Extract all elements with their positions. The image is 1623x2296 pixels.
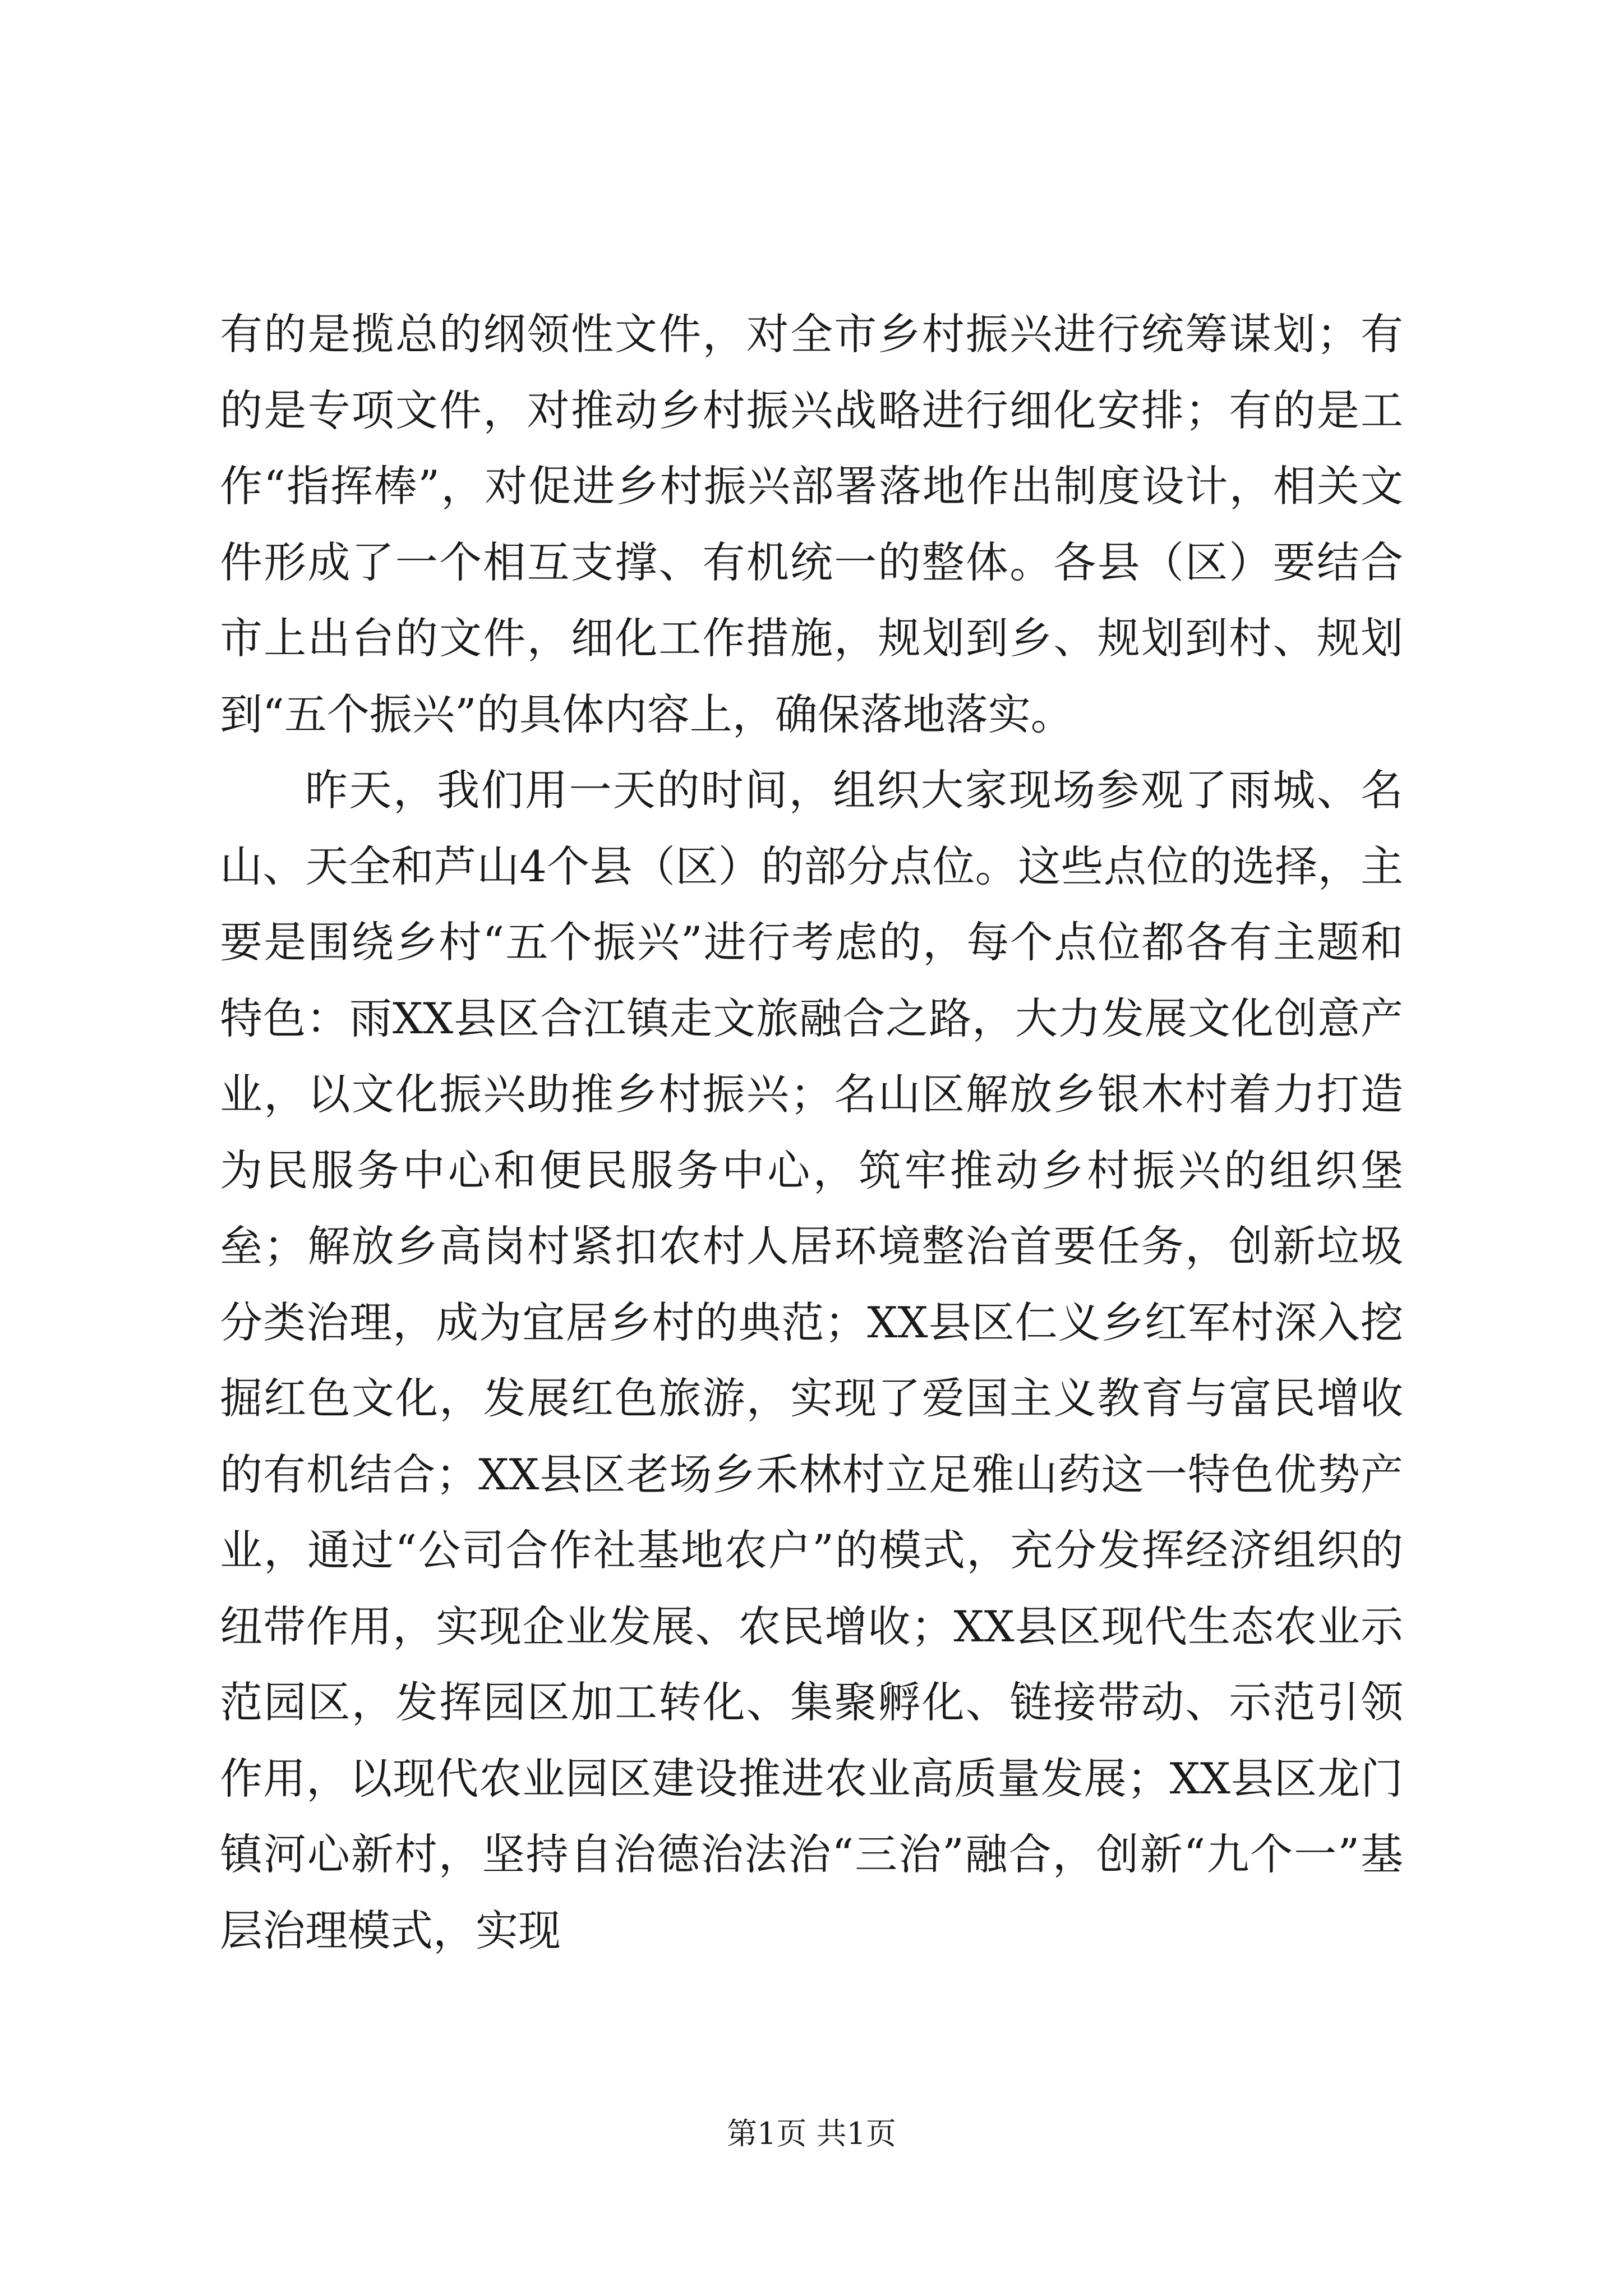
- paragraph-2: 昨天，我们用一天的时间，组织大家现场参观了雨城、名山、天全和芦山4个县（区）的部分点位。这些点位的选择，主要是围绕乡村“五个振兴”进行考虑的，每个点位都各有主题和特色：雨XX县区合江镇走文旅融合之路，大力发展文化创意产业，以文化振兴助推乡村振兴；名山区解放乡银木村着力打造为民服务中心和便民服务中心，筑牢推动乡村振兴的组织堡垒；解放乡高岗村紧扣农村人居环境整治首要任务，创新垃圾分类治理，成为宜居乡村的典范；XX县区仁义乡红军村深入挖掘红色文化，发展红色旅游，实现了爱国主义教育与富民增收的有机结合；XX县区老场乡禾林村立足雅山药这一特色优势产业，通过“公司合作社基地农户”的模式，充分发挥经济组织的纽带作用，实现企业发展、农民增收；XX县区现代生态农业示范园区，发挥园区加工转化、集聚孵化、链接带动、示范引领作用，以现代农业园区建设推进农业高质量发展；XX县区龙门镇河心新村，坚持自治德治法治“三治”融合，创新“九个一”基层治理模式，实现: [220, 765, 1403, 1955]
- page-footer: [0, 2114, 1623, 2154]
- page-number-label: 第1页 共1页: [727, 2116, 896, 2151]
- document-body: [220, 296, 1403, 1968]
- paragraph-1: 有的是揽总的纲领性文件，对全市乡村振兴进行统筹谋划；有的是专项文件，对推动乡村振兴战略进行细化安排；有的是工作“指挥棒”，对促进乡村振兴部署落地作出制度设计，相关文件形成了一个相互支撑、有机统一的整体。各县（区）要结合市上出台的文件，细化工作措施，规划到乡、规划到村、规划到“五个振兴”的具体内容上，确保落地落实。: [220, 309, 1403, 739]
